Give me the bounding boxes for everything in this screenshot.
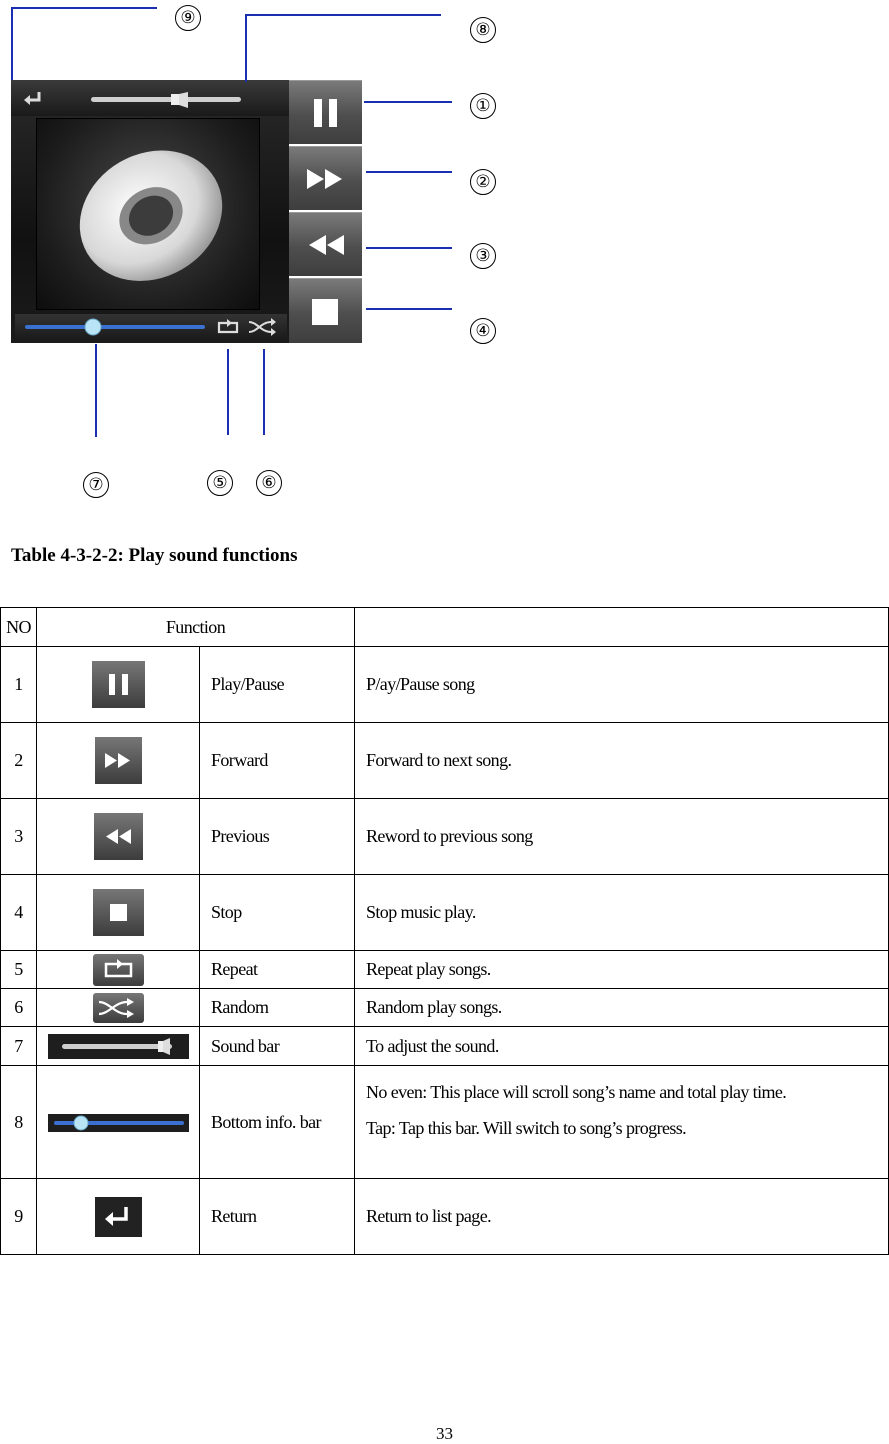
header-description <box>355 608 889 647</box>
table-row <box>1 989 889 1027</box>
pause-icon <box>92 661 145 708</box>
row-name: Forward <box>200 723 355 799</box>
row-name: Stop <box>200 875 355 951</box>
row-name: Play/Pause <box>200 647 355 723</box>
row-no: 4 <box>1 875 37 951</box>
callout-4: ④ <box>470 313 496 344</box>
info-bar-icon <box>48 1114 189 1132</box>
row-name: Return <box>200 1179 355 1255</box>
row-no: 5 <box>1 951 37 989</box>
functions-table <box>0 607 889 1255</box>
row-no: 7 <box>1 1027 37 1066</box>
row-name: Repeat <box>200 951 355 989</box>
row-icon-cell <box>37 1066 200 1179</box>
callout-2: ② <box>470 164 496 195</box>
row-icon-cell <box>37 875 200 951</box>
row-icon-cell <box>37 723 200 799</box>
table-row <box>1 875 889 951</box>
table-row <box>1 799 889 875</box>
row-desc: Stop music play. <box>355 875 889 951</box>
row-desc: P/ay/Pause song <box>355 647 889 723</box>
row-desc-2: Tap: Tap this bar. Will switch to song’s progress. <box>366 1118 687 1138</box>
row-no: 9 <box>1 1179 37 1255</box>
callout-5: ⑤ <box>207 465 233 496</box>
callout-3: ③ <box>470 238 496 269</box>
callout-9: ⑨ <box>175 0 201 31</box>
row-desc: Forward to next song. <box>355 723 889 799</box>
callout-8: ⑧ <box>470 12 496 43</box>
page-number: 33 <box>436 1424 453 1443</box>
repeat-icon <box>93 954 144 986</box>
previous-icon <box>94 813 143 860</box>
random-icon <box>93 993 144 1023</box>
row-no: 8 <box>1 1066 37 1179</box>
row-desc-cell <box>355 1066 889 1179</box>
row-desc: To adjust the sound. <box>355 1027 889 1066</box>
table-row <box>1 647 889 723</box>
row-name: Sound bar <box>200 1027 355 1066</box>
row-no: 2 <box>1 723 37 799</box>
header-function: Function <box>37 608 355 647</box>
sound-bar-icon <box>48 1034 189 1059</box>
table-header-row <box>1 608 889 647</box>
table-caption: Table 4-3-2-2: Play sound functions <box>11 545 298 566</box>
table-row <box>1 1179 889 1255</box>
row-desc: Random play songs. <box>355 989 889 1027</box>
row-desc: Repeat play songs. <box>355 951 889 989</box>
row-no: 6 <box>1 989 37 1027</box>
row-no: 1 <box>1 647 37 723</box>
row-name: Random <box>200 989 355 1027</box>
table-row <box>1 1066 889 1179</box>
row-icon-cell <box>37 989 200 1027</box>
callout-1: ① <box>470 88 496 119</box>
row-desc: Reword to previous song <box>355 799 889 875</box>
return-icon <box>95 1197 142 1237</box>
row-icon-cell <box>37 799 200 875</box>
table-row <box>1 1027 889 1066</box>
forward-icon <box>95 737 142 784</box>
row-desc: No even: This place will scroll song’s name and total play time. <box>366 1082 787 1102</box>
callout-6: ⑥ <box>256 465 282 496</box>
row-icon-cell <box>37 1179 200 1255</box>
row-name: Previous <box>200 799 355 875</box>
row-desc: Return to list page. <box>355 1179 889 1255</box>
header-no: NO <box>1 608 37 647</box>
table-row <box>1 723 889 799</box>
callout-lines <box>0 0 889 500</box>
row-icon-cell <box>37 647 200 723</box>
row-icon-cell <box>37 951 200 989</box>
callout-7: ⑦ <box>83 467 109 498</box>
row-icon-cell <box>37 1027 200 1066</box>
stop-icon <box>93 889 144 936</box>
row-no: 3 <box>1 799 37 875</box>
row-name: Bottom info. bar <box>200 1066 355 1179</box>
table-row <box>1 951 889 989</box>
